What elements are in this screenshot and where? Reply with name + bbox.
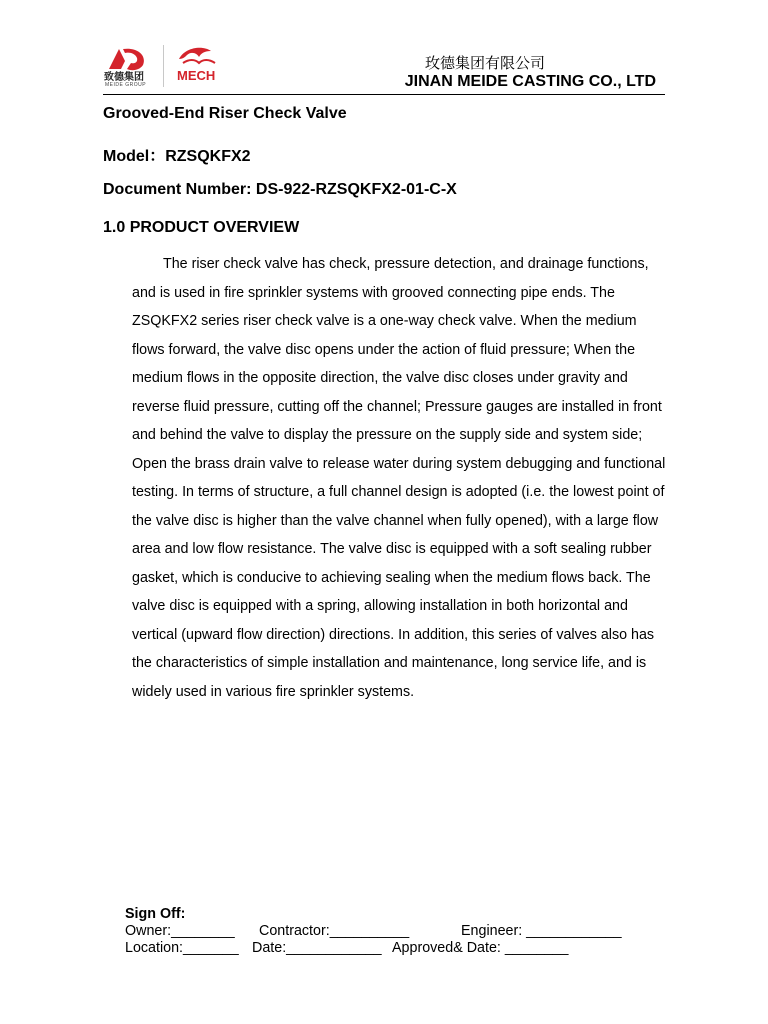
section-heading: 1.0 PRODUCT OVERVIEW	[103, 219, 300, 236]
product-overview-body	[132, 250, 672, 706]
document-title: Grooved-End Riser Check Valve	[103, 105, 347, 122]
engineer-field: Engineer: ____________	[461, 923, 622, 939]
logo-divider	[163, 45, 164, 87]
sign-off-title: Sign Off:	[125, 906, 186, 922]
company-logo	[103, 43, 233, 89]
mech-logo-text: MECH	[177, 68, 216, 83]
approved-date-field: Approved& Date: ________	[392, 940, 569, 956]
company-name-chinese: 玫德集团有限公司	[424, 54, 545, 72]
company-name-english: JINAN MEIDE CASTING CO., LTD	[404, 73, 656, 90]
contractor-field: Contractor:__________	[259, 923, 410, 939]
model-line: Model：RZSQKFX2	[103, 148, 251, 165]
owner-field: Owner:________	[125, 923, 235, 939]
location-field: Location:_______	[125, 940, 239, 956]
document-number: Document Number: DS-922-RZSQKFX2-01-C-X	[103, 181, 457, 198]
overview-paragraph: The riser check valve has check, pressure detection, and drainage functions, and is used in fire sprinkler systems with grooved connecting pipe ends. The ZSQKFX2 series riser check valve is a one-way check valve. When the medium flows forward, the valve disc opens under the action of fluid pressure; When the medium flows in the opposite direction, the valve disc closes under gravity and reverse fluid pressure, cutting off the channel; Pressure gauges are installed in front and behind the valve to display the pressure on the supply side and system side; Open the brass drain valve to release water during system debugging and functional testing. In terms of structure, a full channel design is adopted (i.e. the lowest point of the valve disc is higher than the valve channel when fully opened), with a large flow area and low flow resistance. The valve disc is equipped with a soft sealing rubber gasket, which is conducive to achieving sealing when the medium flows back. The valve disc is equipped with a spring, allowing installation in both horizontal and vertical (upward flow direction) directions. In addition, this series of valves also has the characteristics of simple installation and maintenance, long service life, and is widely used in various fire sprinkler systems.	[132, 256, 666, 700]
date-field: Date:____________	[252, 940, 382, 956]
header-divider	[103, 94, 665, 95]
meide-logo-subtitle: MEIDE GROUP	[105, 82, 147, 88]
meide-logo-text: 致德集团	[104, 72, 144, 83]
